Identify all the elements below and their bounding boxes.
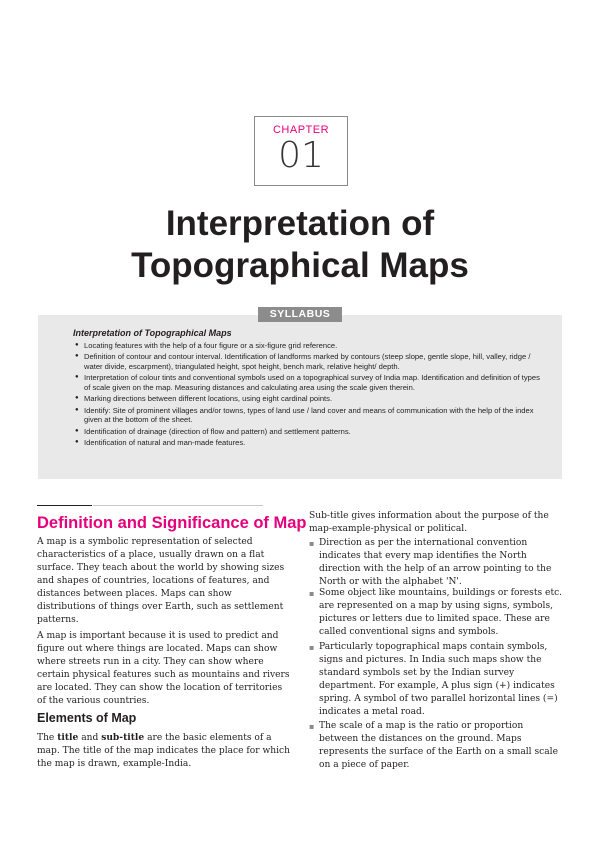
syllabus-item: ● Definition of contour and contour interval. Identification of landforms marked by contours (steep slope, gentle slope, hill, valley, ridge / water divide, escarpment), triangulated height, spot height, bench mark, relative height/ depth. — [75, 352, 545, 371]
list-item: ▪ Some object like mountains, buildings or forests etc. are represented on a map by using signs, symbols, pictures or letters due to limited space. These are called conventional signs and symbols. — [309, 587, 565, 639]
bullet-list — [309, 587, 565, 639]
syllabus-item: ● Marking directions between different locations, using eight cardinal points. — [75, 394, 545, 404]
list-item: ▪ Direction as per the international convention indicates that every map identifies the North direction with the help of an arrow pointing to the North or with the alphabet 'N'. — [309, 537, 565, 589]
paragraph-definition — [37, 536, 291, 627]
bullet-list — [309, 641, 565, 719]
text-run: The — [37, 733, 58, 743]
paragraph-subtitle — [309, 510, 564, 536]
syllabus-item: ● Identify: Site of prominent villages and/or towns, types of land use / land cover and means of communication with the help of the index given at the bottom of the sheet. — [75, 406, 545, 425]
text-run: and — [78, 733, 102, 743]
text-run: are the basic elements of a map. The title of the map indicates the place for which the map is drawn, example-India. — [37, 733, 290, 769]
syllabus-heading: Interpretation of Topographical Maps — [73, 328, 232, 338]
syllabus-item: ● Identification of natural and man-made features. — [75, 438, 545, 448]
paragraph-text: A map is important because it is used to predict and figure out where things are located. Maps can show where streets run in a city. They can show where certain physical features such as mountains and rivers are located. They can show the location of territories of the various countries. — [37, 631, 290, 706]
list-item: ▪ Particularly topographical maps contain symbols, signs and pictures. In India such maps show the standard symbols set by the Indian survey department. For example, A plus sign (+) indicates spring. A symbol of two parallel horizontal lines (=) indicates a metal road. — [309, 641, 565, 719]
paragraph-importance — [37, 630, 291, 708]
syllabus-list — [75, 341, 545, 450]
page-title — [0, 203, 600, 287]
section-rule-dark — [37, 505, 92, 506]
bullet-list — [309, 537, 565, 589]
section-title: Definition and Significance of Map — [37, 514, 307, 532]
syllabus-badge: SYLLABUS — [258, 307, 342, 322]
paragraph-elements — [37, 731, 291, 771]
section-rule-light — [93, 505, 263, 506]
paragraph-text: Sub-title gives information about the purpose of the map-example-physical or political. — [309, 511, 549, 534]
syllabus-item: ● Identification of drainage (direction of flow and pattern) and settlement patterns. — [75, 427, 545, 437]
list-item: ▪ The scale of a map is the ratio or proportion between the distances on the ground. Maps represents the surface of the Earth on a small scale on a piece of paper. — [309, 720, 565, 772]
paragraph-text: A map is a symbolic representation of selected characteristics of a place, usually drawn on a flat surface. They teach about the world by showing sizes and shapes of countries, locations of features, and distances between places. Maps can show distributions of things over Earth, such as settlement patterns. — [37, 537, 285, 625]
syllabus-item: ● Interpretation of colour tints and conventional symbols used on a topographical survey of India map. Identification and definition of types of scale given on the map. Measuring distances and calculating area using the scale given therein. — [75, 373, 545, 392]
syllabus-item: ● Locating features with the help of a four figure or a six-figure grid reference. — [75, 341, 545, 351]
chapter-number: 01 — [278, 135, 324, 176]
page-title-line-2: Topographical Maps — [131, 246, 469, 285]
bold-term-subtitle: sub-title — [101, 732, 145, 743]
chapter-label: CHAPTER — [272, 124, 330, 136]
chapter-box — [254, 116, 348, 186]
bold-term-title: title — [57, 732, 79, 743]
bullet-list — [309, 720, 565, 772]
subheading-elements: Elements of Map — [37, 711, 137, 725]
page-title-line-1: Interpretation of — [165, 204, 435, 243]
